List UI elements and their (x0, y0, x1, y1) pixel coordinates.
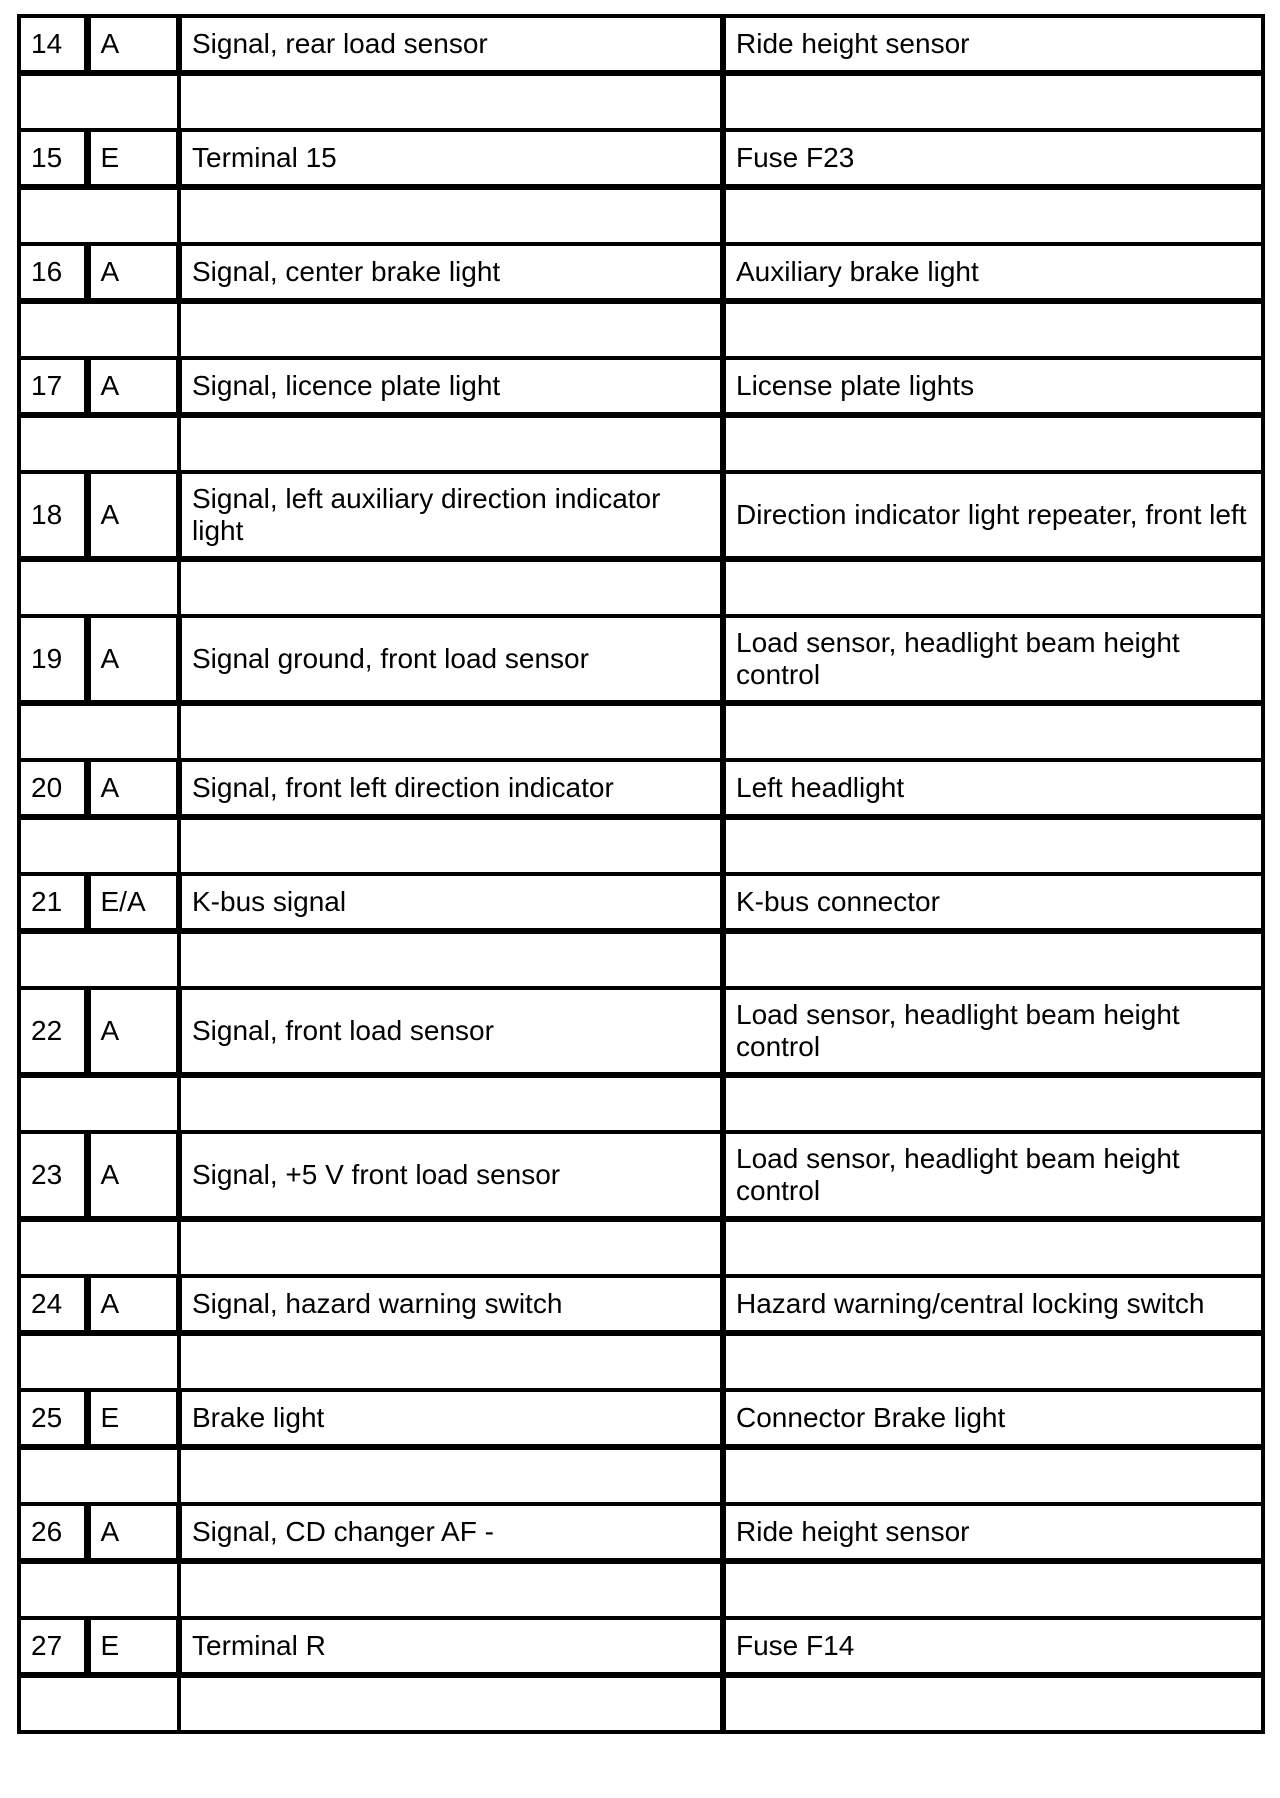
connection-cell: Load sensor, headlight beam height control (723, 988, 1263, 1075)
empty-cell (179, 1561, 723, 1618)
signal-description-cell: Signal, CD changer AF - (179, 1504, 723, 1561)
pin-number-cell: 23 (19, 1132, 87, 1219)
spacer-row (19, 1561, 1263, 1618)
connection-cell: Fuse F23 (723, 130, 1263, 187)
connection-cell: Hazard warning/central locking switch (723, 1276, 1263, 1333)
empty-cell (19, 559, 179, 616)
spacer-row (19, 187, 1263, 244)
signal-type-cell: E/A (87, 874, 179, 931)
signal-description-cell: Signal, hazard warning switch (179, 1276, 723, 1333)
empty-cell (723, 1333, 1263, 1390)
signal-description-cell: Signal, front left direction indicator (179, 760, 723, 817)
signal-description-cell: Signal, rear load sensor (179, 16, 723, 73)
empty-cell (723, 703, 1263, 760)
signal-type-cell: A (87, 472, 179, 559)
spacer-row (19, 817, 1263, 874)
spacer-row (19, 931, 1263, 988)
spacer-row (19, 559, 1263, 616)
table-row (19, 760, 1263, 817)
empty-cell (19, 1447, 179, 1504)
pin-number-cell: 27 (19, 1618, 87, 1675)
table-row (19, 988, 1263, 1075)
pin-number-cell: 25 (19, 1390, 87, 1447)
table-row (19, 1276, 1263, 1333)
connection-cell: Ride height sensor (723, 1504, 1263, 1561)
spacer-row (19, 1447, 1263, 1504)
signal-description-cell: Signal ground, front load sensor (179, 616, 723, 703)
empty-cell (179, 1219, 723, 1276)
table-row (19, 1132, 1263, 1219)
table-row (19, 472, 1263, 559)
empty-cell (179, 187, 723, 244)
empty-cell (19, 1219, 179, 1276)
empty-cell (179, 415, 723, 472)
signal-type-cell: E (87, 130, 179, 187)
empty-cell (19, 301, 179, 358)
connection-cell: Ride height sensor (723, 16, 1263, 73)
pin-number-cell: 14 (19, 16, 87, 73)
spacer-row (19, 1675, 1263, 1732)
spacer-row (19, 73, 1263, 130)
signal-description-cell: Signal, licence plate light (179, 358, 723, 415)
signal-type-cell: A (87, 1504, 179, 1561)
pin-number-cell: 20 (19, 760, 87, 817)
empty-cell (179, 73, 723, 130)
empty-cell (723, 817, 1263, 874)
empty-cell (179, 817, 723, 874)
spacer-row (19, 703, 1263, 760)
empty-cell (19, 1675, 179, 1732)
signal-type-cell: E (87, 1618, 179, 1675)
empty-cell (19, 703, 179, 760)
empty-cell (19, 1075, 179, 1132)
signal-description-cell: Signal, center brake light (179, 244, 723, 301)
connection-cell: K-bus connector (723, 874, 1263, 931)
empty-cell (179, 301, 723, 358)
pin-number-cell: 21 (19, 874, 87, 931)
pin-number-cell: 16 (19, 244, 87, 301)
signal-type-cell: E (87, 1390, 179, 1447)
empty-cell (723, 187, 1263, 244)
empty-cell (723, 415, 1263, 472)
signal-description-cell: Signal, left auxiliary direction indicator light (179, 472, 723, 559)
empty-cell (19, 187, 179, 244)
connection-cell: Auxiliary brake light (723, 244, 1263, 301)
table-body (19, 16, 1263, 1732)
spacer-row (19, 1075, 1263, 1132)
empty-cell (19, 1561, 179, 1618)
signal-type-cell: A (87, 16, 179, 73)
pin-number-cell: 26 (19, 1504, 87, 1561)
empty-cell (723, 1561, 1263, 1618)
signal-type-cell: A (87, 988, 179, 1075)
table-row (19, 16, 1263, 73)
table-row (19, 244, 1263, 301)
pin-assignment-table (17, 14, 1265, 1734)
empty-cell (179, 703, 723, 760)
table-row (19, 130, 1263, 187)
empty-cell (19, 1333, 179, 1390)
empty-cell (179, 1075, 723, 1132)
empty-cell (723, 301, 1263, 358)
table-row (19, 1390, 1263, 1447)
signal-type-cell: A (87, 1132, 179, 1219)
connection-cell: Left headlight (723, 760, 1263, 817)
empty-cell (179, 931, 723, 988)
empty-cell (19, 817, 179, 874)
connection-cell: Load sensor, headlight beam height control (723, 1132, 1263, 1219)
table-row (19, 1618, 1263, 1675)
signal-description-cell: Brake light (179, 1390, 723, 1447)
empty-cell (723, 73, 1263, 130)
connection-cell: License plate lights (723, 358, 1263, 415)
empty-cell (723, 559, 1263, 616)
pin-number-cell: 19 (19, 616, 87, 703)
connection-cell: Load sensor, headlight beam height control (723, 616, 1263, 703)
signal-type-cell: A (87, 358, 179, 415)
spacer-row (19, 301, 1263, 358)
empty-cell (723, 1447, 1263, 1504)
empty-cell (723, 1075, 1263, 1132)
pin-number-cell: 24 (19, 1276, 87, 1333)
connection-cell: Fuse F14 (723, 1618, 1263, 1675)
signal-type-cell: A (87, 760, 179, 817)
spacer-row (19, 1333, 1263, 1390)
pin-number-cell: 22 (19, 988, 87, 1075)
pin-number-cell: 18 (19, 472, 87, 559)
signal-description-cell: Terminal 15 (179, 130, 723, 187)
connection-cell: Connector Brake light (723, 1390, 1263, 1447)
signal-type-cell: A (87, 244, 179, 301)
empty-cell (723, 931, 1263, 988)
empty-cell (179, 559, 723, 616)
empty-cell (179, 1675, 723, 1732)
empty-cell (19, 931, 179, 988)
signal-type-cell: A (87, 616, 179, 703)
connection-cell: Direction indicator light repeater, front left (723, 472, 1263, 559)
spacer-row (19, 1219, 1263, 1276)
table-row (19, 358, 1263, 415)
empty-cell (723, 1219, 1263, 1276)
empty-cell (179, 1333, 723, 1390)
signal-description-cell: Terminal R (179, 1618, 723, 1675)
signal-description-cell: Signal, +5 V front load sensor (179, 1132, 723, 1219)
empty-cell (19, 73, 179, 130)
empty-cell (179, 1447, 723, 1504)
table-row (19, 616, 1263, 703)
pin-number-cell: 15 (19, 130, 87, 187)
empty-cell (723, 1675, 1263, 1732)
empty-cell (19, 415, 179, 472)
signal-type-cell: A (87, 1276, 179, 1333)
table-row (19, 1504, 1263, 1561)
signal-description-cell: Signal, front load sensor (179, 988, 723, 1075)
signal-description-cell: K-bus signal (179, 874, 723, 931)
table-row (19, 874, 1263, 931)
spacer-row (19, 415, 1263, 472)
pin-number-cell: 17 (19, 358, 87, 415)
